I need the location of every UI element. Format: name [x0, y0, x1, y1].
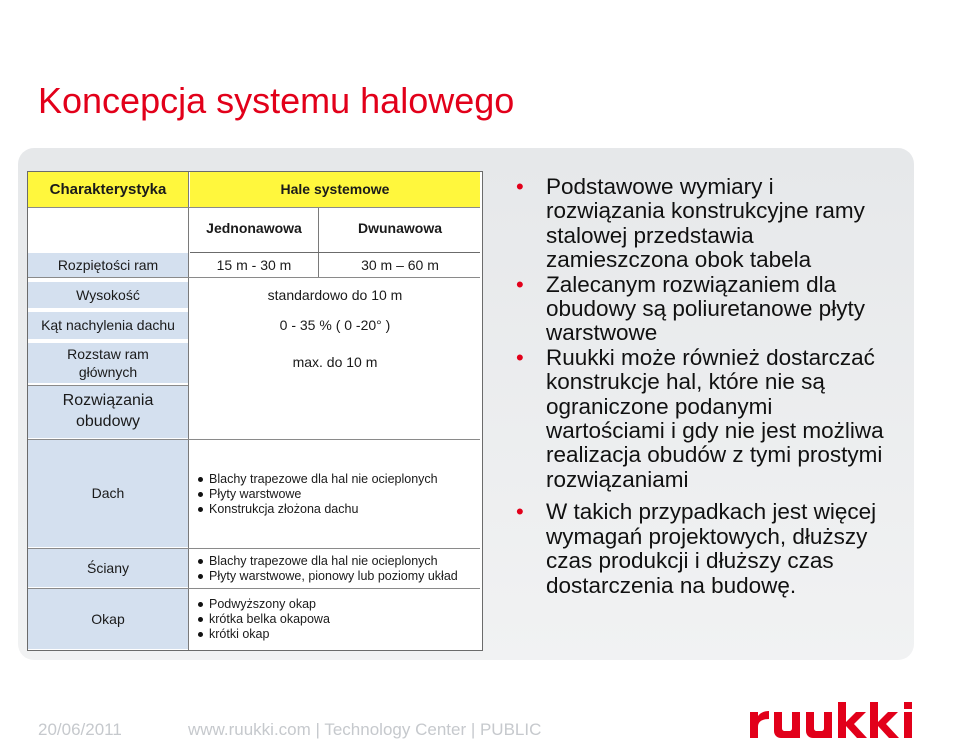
row-cladding-label: Rozwiązania obudowy	[28, 386, 188, 438]
row-walls-label: Ściany	[28, 549, 188, 587]
eave-list	[198, 597, 330, 642]
walls-list	[198, 554, 458, 584]
bullet-item: • Zalecanym rozwiązaniem dla obudowy są poliuretanowe płyty warstwowe	[516, 273, 896, 346]
list-item: krótki okap	[198, 627, 330, 642]
table-divider	[28, 588, 480, 589]
table-divider	[28, 385, 188, 386]
bullet-item: • Podstawowe wymiary i rozwiązania konstrukcyjne ramy stalowej przedstawia zamieszczona obok tabela	[516, 175, 896, 273]
row-spacing-value: max. do 10 m	[292, 354, 378, 370]
ruukki-logo	[746, 700, 918, 742]
roof-list	[198, 472, 438, 517]
row-roof-label: Dach	[28, 440, 188, 547]
bullet-list	[516, 175, 896, 598]
row-span-single: 15 m - 30 m	[216, 256, 292, 273]
row-span-double: 30 m – 60 m	[361, 256, 439, 273]
table-divider	[28, 277, 480, 278]
list-item: Blachy trapezowe dla hal nie ocieplonych	[198, 472, 438, 487]
table-header-label: Charakterystyka	[28, 172, 188, 207]
footer-site[interactable]: www.ruukki.com | Technology Center | PUBLIC	[188, 720, 542, 739]
row-height-value: standardowo do 10 m	[267, 286, 403, 303]
sub-header-single: Jednonawowa	[206, 219, 302, 236]
list-item: Blachy trapezowe dla hal nie ocieplonych	[198, 554, 458, 569]
list-item: Konstrukcja złożona dachu	[198, 502, 438, 517]
spec-table	[27, 171, 483, 651]
table-divider	[28, 207, 480, 208]
list-item: krótka belka okapowa	[198, 612, 330, 627]
page-title: Koncepcja systemu halowego	[38, 80, 515, 121]
sub-header-double: Dwunawowa	[357, 219, 442, 236]
bullet-item: • Ruukki może również dostarczać konstrukcje hal, które nie są ograniczone podanymi wartościami i gdy nie jest możliwa realizacja obudów z tymi prostymi rozwiązaniami	[516, 346, 896, 492]
row-spacing-label: Rozstaw ram głównych	[28, 343, 188, 383]
table-header-group: Hale systemowe	[190, 172, 480, 207]
list-item: Płyty warstwowe	[198, 487, 438, 502]
table-divider	[318, 207, 319, 277]
table-divider	[188, 172, 189, 650]
list-item: Podwyższony okap	[198, 597, 330, 612]
bullet-item: • W takich przypadkach jest więcej wymagań projektowych, dłuższy czas produkcji i dłuższy czas dostarczenia na budowę.	[516, 500, 896, 598]
row-height-label: Wysokość	[28, 282, 188, 308]
table-divider	[28, 439, 480, 440]
row-span-label: Rozpiętości ram	[28, 253, 188, 277]
list-item: Płyty warstwowe, pionowy lub poziomy układ	[198, 569, 458, 584]
table-divider	[28, 548, 480, 549]
row-slope-value: 0 - 35 % ( 0 -20° )	[279, 317, 391, 334]
footer-date: 20/06/2011	[38, 720, 122, 739]
table-divider	[190, 252, 480, 253]
row-slope-label: Kąt nachylenia dachu	[28, 312, 188, 339]
row-eave-label: Okap	[28, 589, 188, 649]
